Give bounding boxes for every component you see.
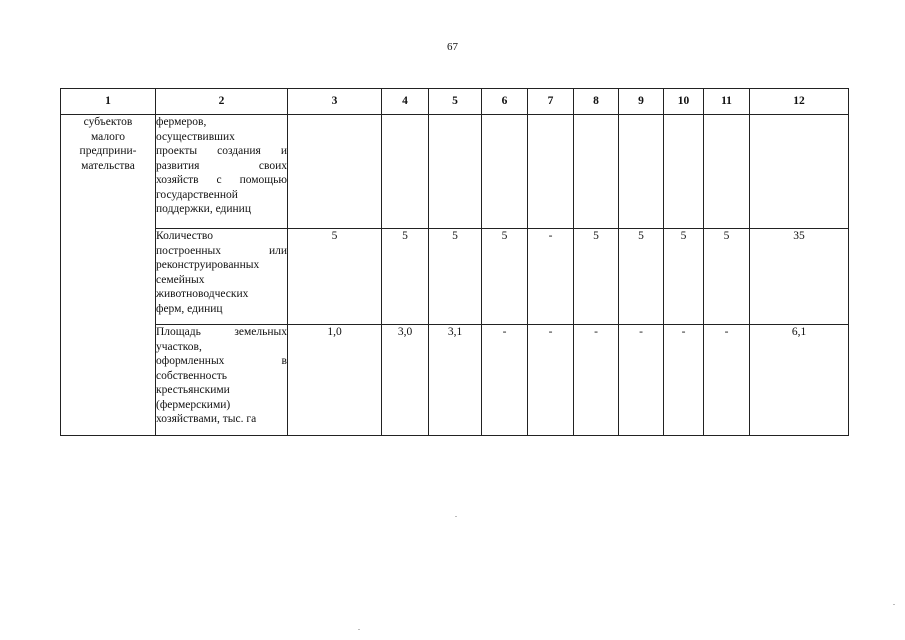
indicator-line: реконструированных	[156, 259, 260, 271]
value-cell: 3,1	[429, 325, 482, 436]
column-header: 10	[664, 89, 704, 115]
value-cell	[429, 115, 482, 229]
value-cell: 5	[382, 229, 429, 325]
column-header: 4	[382, 89, 429, 115]
indicator-line: осуществивших	[156, 130, 235, 143]
indicator-cell	[156, 325, 288, 436]
indicator-line: Количество	[156, 230, 213, 242]
table-row	[61, 115, 849, 229]
scan-speck	[358, 629, 360, 630]
table-row	[61, 229, 849, 325]
value-cell	[750, 115, 849, 229]
value-cell: 5	[664, 229, 704, 325]
indicator-cell	[156, 229, 288, 325]
indicator-line: (фермерскими)	[156, 398, 231, 411]
data-table	[60, 88, 849, 436]
column-header: 9	[619, 89, 664, 115]
category-line: субъектов	[83, 116, 133, 128]
value-cell: 5	[429, 229, 482, 325]
value-cell	[528, 115, 574, 229]
value-cell: 6,1	[750, 325, 849, 436]
indicator-line: фермеров,	[156, 116, 207, 128]
scan-speck	[893, 604, 895, 605]
column-header: 2	[156, 89, 288, 115]
category-line: мательства	[81, 159, 135, 172]
category-line: предприни-	[79, 145, 137, 157]
column-header: 12	[750, 89, 849, 115]
indicator-line: участков,	[156, 340, 202, 353]
indicator-line: собственность	[156, 369, 228, 382]
category-cell	[61, 115, 156, 436]
indicator-line: семейных	[156, 273, 205, 286]
column-header: 8	[574, 89, 619, 115]
indicator-line: развития своих	[156, 159, 287, 172]
indicator-cell	[156, 115, 288, 229]
indicator-line: построенных или	[156, 244, 287, 257]
value-cell	[382, 115, 429, 229]
indicator-line: животноводческих	[156, 288, 249, 300]
value-cell	[704, 115, 750, 229]
indicator-line: поддержки, единиц	[156, 203, 251, 215]
value-cell	[664, 115, 704, 229]
indicator-line: проекты создания и	[156, 145, 287, 157]
column-header: 11	[704, 89, 750, 115]
table-row	[61, 325, 849, 436]
indicator-line: ферм, единиц	[156, 302, 223, 315]
header-row	[61, 89, 849, 115]
indicator-line: крестьянскими	[156, 384, 230, 396]
value-cell	[288, 115, 382, 229]
value-cell: 5	[482, 229, 528, 325]
value-cell: -	[704, 325, 750, 436]
value-cell: 5	[704, 229, 750, 325]
indicator-line: хозяйств с помощью	[156, 174, 287, 186]
column-header: 1	[61, 89, 156, 115]
value-cell: 3,0	[382, 325, 429, 436]
page-number: 67	[447, 41, 458, 53]
value-cell: -	[619, 325, 664, 436]
column-header: 6	[482, 89, 528, 115]
value-cell: 35	[750, 229, 849, 325]
value-cell: -	[574, 325, 619, 436]
indicator-line: хозяйствами, тыс. га	[156, 413, 257, 425]
column-header: 3	[288, 89, 382, 115]
value-cell	[574, 115, 619, 229]
value-cell: -	[482, 325, 528, 436]
indicator-line: оформленных в	[156, 355, 287, 367]
value-cell	[482, 115, 528, 229]
indicator-line: государственной	[156, 188, 238, 201]
indicator-line: Площадь земельных	[156, 326, 287, 338]
value-cell: -	[528, 325, 574, 436]
value-cell: 5	[574, 229, 619, 325]
column-header: 7	[528, 89, 574, 115]
value-cell: -	[664, 325, 704, 436]
category-line: малого	[90, 130, 126, 143]
value-cell: 1,0	[288, 325, 382, 436]
value-cell: -	[528, 229, 574, 325]
column-header: 5	[429, 89, 482, 115]
value-cell	[619, 115, 664, 229]
value-cell: 5	[288, 229, 382, 325]
value-cell: 5	[619, 229, 664, 325]
scan-speck	[455, 516, 457, 517]
